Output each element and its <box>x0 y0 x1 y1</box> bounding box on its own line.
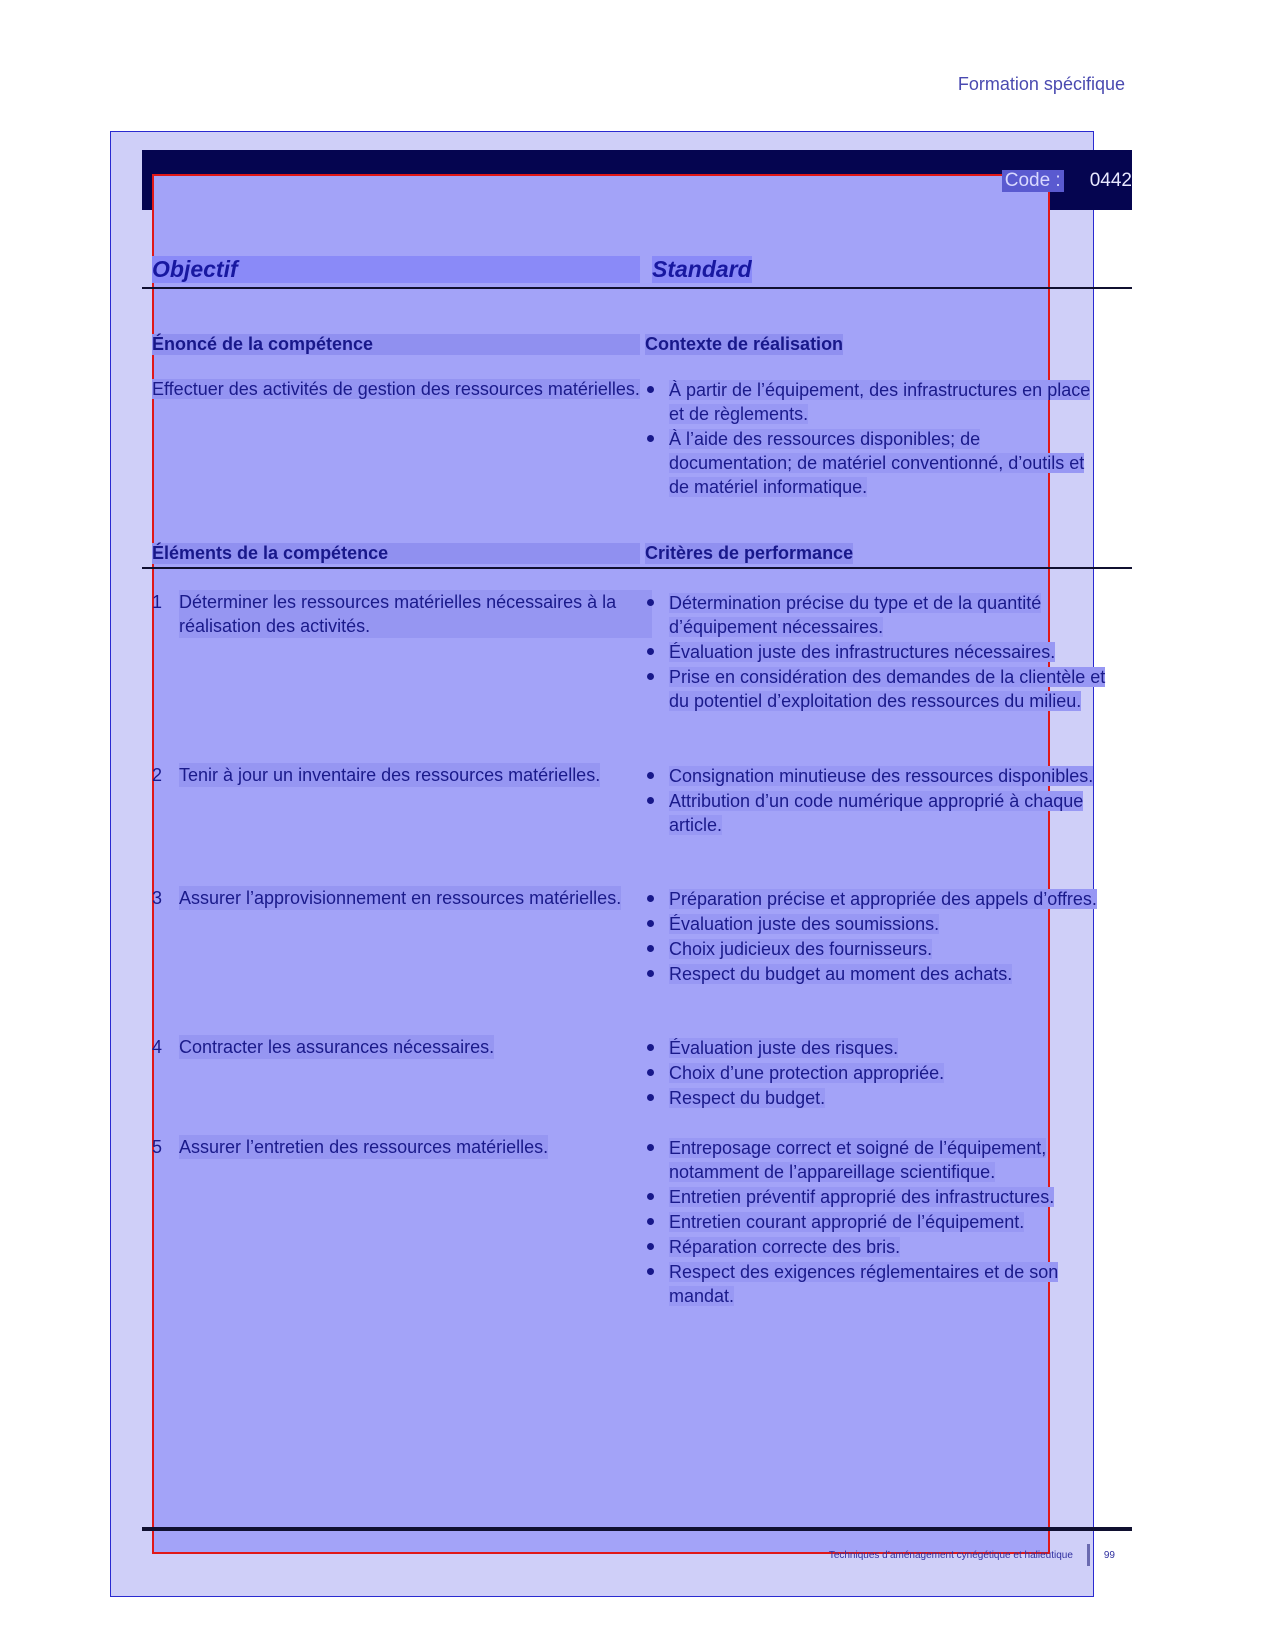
criteria-list-2 <box>645 764 1125 838</box>
criterion-item: Respect du budget. <box>645 1086 1125 1110</box>
criteria-list-5 <box>645 1136 1125 1309</box>
criteria-list-4 <box>645 1036 1125 1111</box>
criterion-item: Respect du budget au moment des achats. <box>645 962 1125 986</box>
page-footer <box>829 1544 1115 1566</box>
footer-program: Techniques d’aménagement cynégétique et halieutique <box>828 1549 1073 1561</box>
element-text: Tenir à jour un inventaire des ressources matérielles. <box>179 765 601 785</box>
element-text: Assurer l’approvisionnement en ressources matérielles. <box>179 888 622 908</box>
element-number: 1 <box>152 592 163 612</box>
criterion-item: Choix judicieux des fournisseurs. <box>645 937 1125 961</box>
criterion-item: Respect des exigences réglementaires et de son mandat. <box>645 1260 1125 1308</box>
criterion-item: Attribution d’un code numérique approprié à chaque article. <box>645 789 1125 837</box>
section-label: Formation spécifique <box>957 74 1125 94</box>
footer-divider <box>1087 1544 1090 1566</box>
statement-title: Énoncé de la compétence <box>152 334 640 355</box>
criteria-list-1 <box>645 591 1125 714</box>
element-number: 4 <box>152 1037 163 1057</box>
footer-rule <box>142 1527 1132 1531</box>
heading-divider <box>142 287 1132 289</box>
criterion-item: Réparation correcte des bris. <box>645 1235 1125 1259</box>
page-number: 99 <box>1103 1549 1115 1561</box>
code-block <box>1002 170 1132 192</box>
code-label: Code : <box>1002 170 1064 192</box>
context-list <box>645 378 1105 500</box>
criterion-item: Évaluation juste des risques. <box>645 1036 1125 1060</box>
criteria-title: Critères de performance <box>645 543 854 563</box>
criterion-item: Choix d’une protection appropriée. <box>645 1061 1125 1085</box>
element-text: Déterminer les ressources matérielles nécessaires à la réalisation des activités. <box>179 590 652 638</box>
element-row-2 <box>152 763 652 787</box>
criterion-item: Consignation minutieuse des ressources disponibles. <box>645 764 1125 788</box>
element-row-4 <box>152 1035 652 1059</box>
element-row-3 <box>152 886 652 910</box>
criterion-item: Évaluation juste des infrastructures nécessaires. <box>645 640 1125 664</box>
criterion-item: Détermination précise du type et de la quantité d’équipement nécessaires. <box>645 591 1125 639</box>
criterion-item: Évaluation juste des soumissions. <box>645 912 1125 936</box>
code-value: 0442 <box>1089 170 1132 191</box>
elements-title: Éléments de la compétence <box>152 543 640 564</box>
criterion-item: Prise en considération des demandes de la clientèle et du potentiel d’exploitation des ressources du milieu. <box>645 665 1125 713</box>
criterion-item: Préparation précise et appropriée des appels d’offres. <box>645 887 1125 911</box>
statement-body: Effectuer des activités de gestion des ressources matérielles. <box>152 379 640 399</box>
element-number: 2 <box>152 765 163 785</box>
objective-heading: Objectif <box>152 256 640 283</box>
element-text: Contracter les assurances nécessaires. <box>179 1037 495 1057</box>
section-divider <box>142 567 1132 569</box>
context-title: Contexte de réalisation <box>645 334 844 354</box>
criterion-item: Entretien préventif approprié des infrastructures. <box>645 1185 1125 1209</box>
standard-heading: Standard <box>652 256 752 282</box>
element-text: Assurer l’entretien des ressources matérielles. <box>179 1137 549 1157</box>
context-item: À l’aide des ressources disponibles; de documentation; de matériel conventionné, d’outils et de matériel informatique. <box>645 427 1105 499</box>
criterion-item: Entreposage correct et soigné de l’équipement, notamment de l’appareillage scientifique. <box>645 1136 1125 1184</box>
element-number: 3 <box>152 888 163 908</box>
statement-text <box>152 377 652 401</box>
element-row-1 <box>152 590 652 638</box>
element-row-5 <box>152 1135 652 1159</box>
criterion-item: Entretien courant approprié de l’équipement. <box>645 1210 1125 1234</box>
element-number: 5 <box>152 1137 163 1157</box>
criteria-list-3 <box>645 887 1125 987</box>
context-item: À partir de l’équipement, des infrastructures en place et de règlements. <box>645 378 1105 426</box>
